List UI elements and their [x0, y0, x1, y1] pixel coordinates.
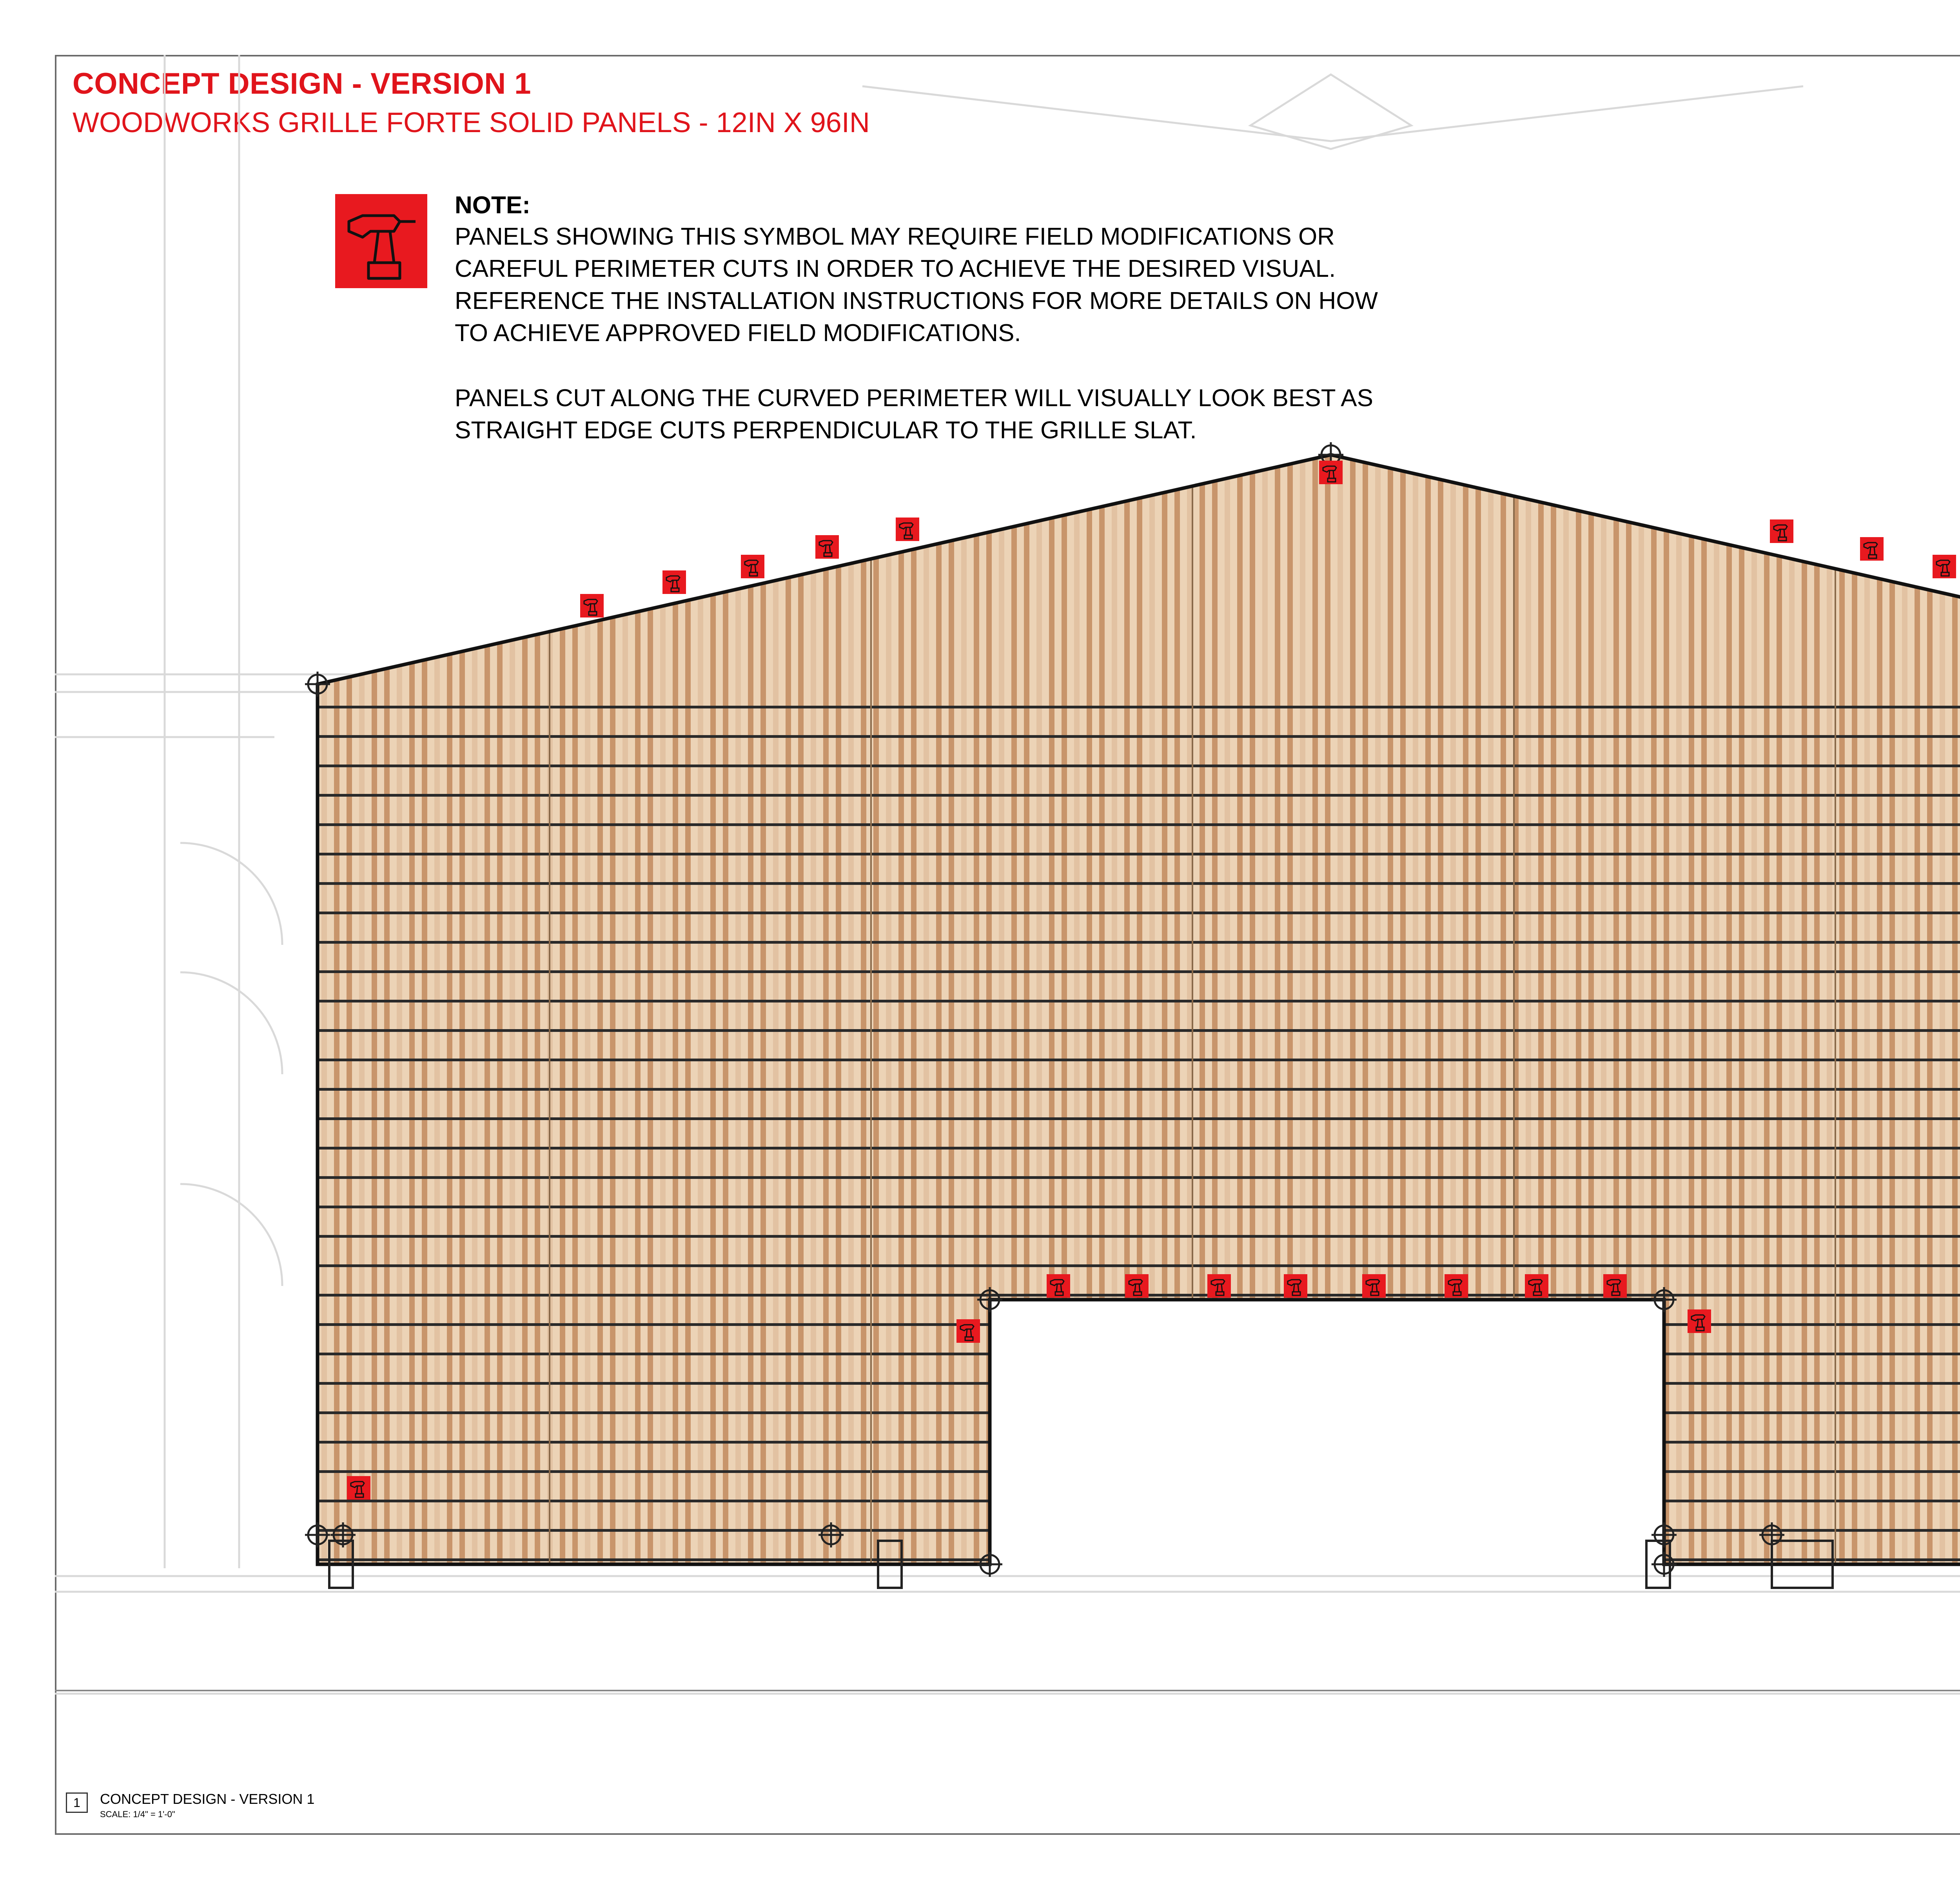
grille-slat — [1777, 451, 1782, 1568]
grille-slat — [723, 451, 728, 1568]
grille-slat — [1764, 451, 1769, 1568]
grille-slat — [1576, 451, 1581, 1568]
grille-slat — [321, 451, 327, 1568]
field-modification-symbol — [1047, 1274, 1070, 1298]
grille-slat — [1526, 451, 1531, 1568]
grille-slat — [1174, 451, 1180, 1568]
grille-slat — [735, 451, 741, 1568]
grille-slat — [911, 451, 916, 1568]
grille-slat — [898, 451, 904, 1568]
grille-slat — [1225, 451, 1230, 1568]
field-modification-symbol — [1284, 1274, 1307, 1298]
grille-rail — [314, 1470, 1960, 1473]
grille-slat — [1802, 451, 1807, 1568]
grille-slat — [522, 451, 528, 1568]
panel-seam — [1513, 451, 1515, 1568]
view-number: 1 — [66, 1792, 88, 1813]
grille-slat — [673, 451, 678, 1568]
grille-slat — [1538, 451, 1544, 1568]
field-modification-symbol — [580, 594, 604, 617]
grille-slat — [886, 451, 891, 1568]
grille-rail — [314, 1558, 1960, 1561]
grille-slat — [1400, 451, 1406, 1568]
panel-seam — [1835, 451, 1836, 1568]
grille-slat — [1187, 451, 1192, 1568]
grille-rail — [314, 1206, 1960, 1208]
field-modification-symbol — [1445, 1274, 1468, 1298]
field-modification-symbol — [1319, 461, 1343, 484]
grille-slat — [560, 451, 565, 1568]
grille-rail — [314, 1176, 1960, 1179]
note-line: PANELS CUT ALONG THE CURVED PERIMETER WILL VISUALLY LOOK BEST AS — [455, 385, 1373, 412]
view-scale: SCALE: 1/4" = 1'-0" — [100, 1809, 175, 1819]
grille-slat — [1250, 451, 1255, 1568]
grille-slat — [1438, 451, 1443, 1568]
grille-slat — [1137, 451, 1142, 1568]
grille-slat — [698, 451, 703, 1568]
grille-slat — [648, 451, 653, 1568]
grille-slat — [873, 451, 879, 1568]
grille-rail — [314, 735, 1960, 738]
field-modification-symbol — [1603, 1274, 1627, 1298]
grille-slat — [1036, 451, 1042, 1568]
field-modification-symbol — [1933, 555, 1956, 578]
grille-slat — [685, 451, 691, 1568]
grille-rail — [314, 1411, 1960, 1414]
grille-slat — [786, 451, 791, 1568]
grille-rail — [314, 912, 1960, 914]
field-modification-symbol — [956, 1319, 980, 1343]
grille-slat — [999, 451, 1004, 1568]
grille-slat — [1613, 451, 1619, 1568]
grille-slat — [1651, 451, 1657, 1568]
grille-slat — [1124, 451, 1130, 1568]
drawing-title: CONCEPT DESIGN - VERSION 1 — [73, 67, 532, 100]
grille-slat — [1425, 451, 1431, 1568]
grille-rail — [314, 1117, 1960, 1120]
field-modification-symbol — [1362, 1274, 1386, 1298]
grille-slat — [1325, 451, 1330, 1568]
grille-slat — [1714, 451, 1719, 1568]
grille-slat — [1726, 451, 1732, 1568]
grille-slat — [1463, 451, 1468, 1568]
grille-slat — [1162, 451, 1167, 1568]
field-modification-symbol — [1525, 1274, 1548, 1298]
grille-slat — [1488, 451, 1494, 1568]
grille-slat — [1350, 451, 1356, 1568]
grille-slat — [1940, 451, 1945, 1568]
grille-slat — [1363, 451, 1368, 1568]
grille-slat — [497, 451, 503, 1568]
grille-rail — [314, 853, 1960, 855]
grille-slat — [585, 451, 590, 1568]
grille-slat — [1450, 451, 1456, 1568]
field-modification-symbol — [1207, 1274, 1231, 1298]
grille-slat — [660, 451, 666, 1568]
grille-slat — [334, 451, 339, 1568]
grille-rail — [314, 1000, 1960, 1002]
grille-rail — [314, 794, 1960, 797]
grille-rail — [314, 823, 1960, 826]
grille-slat — [1551, 451, 1556, 1568]
field-modification-symbol — [1688, 1309, 1711, 1333]
grille-slat — [1789, 451, 1795, 1568]
grille-slat — [1049, 451, 1054, 1568]
grille-slat — [1852, 451, 1857, 1568]
grille-slat — [622, 451, 628, 1568]
grille-slat — [1024, 451, 1029, 1568]
grille-slat — [409, 451, 415, 1568]
grille-slat — [1877, 451, 1882, 1568]
grille-slat — [635, 451, 641, 1568]
panel-seam — [549, 451, 550, 1568]
grille-slat — [572, 451, 578, 1568]
grille-slat — [974, 451, 979, 1568]
grille-slat — [485, 451, 490, 1568]
grille-rail — [314, 1529, 1960, 1532]
grille-slat — [823, 451, 829, 1568]
grille-rail — [314, 706, 1960, 708]
view-title: CONCEPT DESIGN - VERSION 1 — [100, 1791, 315, 1807]
grille-slat — [535, 451, 540, 1568]
grille-slat — [748, 451, 753, 1568]
grille-slat — [1626, 451, 1632, 1568]
note-line: CAREFUL PERIMETER CUTS IN ORDER TO ACHIEVE THE DESIRED VISUAL. — [455, 255, 1336, 282]
field-modification-symbol — [1860, 537, 1884, 561]
grille-rail — [314, 1441, 1960, 1444]
grille-slat — [359, 451, 365, 1568]
grille-slat — [372, 451, 377, 1568]
grille-slat — [422, 451, 427, 1568]
grille-slat — [1902, 451, 1907, 1568]
grille-slat — [1375, 451, 1381, 1568]
grille-slat — [1300, 451, 1305, 1568]
grille-slat — [1701, 451, 1707, 1568]
grille-slat — [1099, 451, 1105, 1568]
grille-slat — [1915, 451, 1920, 1568]
grille-rail — [314, 970, 1960, 973]
grille-slat — [1062, 451, 1067, 1568]
grille-slat — [1689, 451, 1694, 1568]
grille-rail — [314, 1382, 1960, 1385]
field-modification-symbol — [741, 555, 764, 578]
grille-slat — [1200, 451, 1205, 1568]
grille-slat — [510, 451, 515, 1568]
grille-slat — [1588, 451, 1594, 1568]
grille-slat — [773, 451, 779, 1568]
grille-slat — [1287, 451, 1293, 1568]
grille-slat — [397, 451, 402, 1568]
grille-slat — [798, 451, 804, 1568]
grille-slat — [447, 451, 452, 1568]
grille-slat — [760, 451, 766, 1568]
grille-rail — [314, 1500, 1960, 1502]
grille-slat — [1751, 451, 1757, 1568]
grille-slat — [848, 451, 854, 1568]
field-modification-symbol — [815, 535, 839, 559]
grille-slat — [710, 451, 716, 1568]
grille-slat — [1388, 451, 1393, 1568]
grille-rail — [314, 1147, 1960, 1150]
grille-slat — [1927, 451, 1933, 1568]
note-line: TO ACHIEVE APPROVED FIELD MODIFICATIONS. — [455, 320, 1021, 347]
grille-slat — [1413, 451, 1418, 1568]
note-line: PANELS SHOWING THIS SYMBOL MAY REQUIRE FIELD MODIFICATIONS OR — [455, 223, 1335, 250]
grille-slat — [1864, 451, 1870, 1568]
grille-rail — [314, 1323, 1960, 1326]
grille-rail — [314, 1029, 1960, 1032]
grille-slat — [836, 451, 841, 1568]
grille-slat — [1952, 451, 1958, 1568]
drawing-subtitle: WOODWORKS GRILLE FORTE SOLID PANELS - 12IN X 96IN — [73, 107, 870, 138]
grille-rail — [314, 765, 1960, 767]
field-modification-symbol — [662, 570, 686, 594]
grille-slat — [1074, 451, 1080, 1568]
grille-slat — [459, 451, 465, 1568]
field-modification-symbol — [1125, 1274, 1149, 1298]
grille-slat — [1262, 451, 1268, 1568]
grille-slat — [472, 451, 477, 1568]
note-line: STRAIGHT EDGE CUTS PERPENDICULAR TO THE GRILLE SLAT. — [455, 417, 1197, 444]
grille-slat — [924, 451, 929, 1568]
grille-rail — [314, 1353, 1960, 1355]
grille-slat — [1827, 451, 1832, 1568]
grille-slat — [1312, 451, 1318, 1568]
grille-slat — [1563, 451, 1569, 1568]
field-modification-symbol — [896, 518, 919, 541]
grille-slat — [949, 451, 954, 1568]
note-line: REFERENCE THE INSTALLATION INSTRUCTIONS FOR MORE DETAILS ON HOW — [455, 287, 1378, 314]
grille-rail — [314, 882, 1960, 885]
grille-slat — [434, 451, 440, 1568]
grille-rail — [314, 1264, 1960, 1267]
grille-slat — [1475, 451, 1481, 1568]
grille-slat — [1501, 451, 1506, 1568]
grille-rail — [314, 1059, 1960, 1061]
grille-slat — [1676, 451, 1682, 1568]
grille-slat — [1112, 451, 1117, 1568]
grille-slat — [1275, 451, 1280, 1568]
grille-slat — [861, 451, 866, 1568]
grille-slat — [1237, 451, 1243, 1568]
grille-slat — [1149, 451, 1155, 1568]
field-modification-symbol — [1770, 519, 1793, 543]
grille-slat — [936, 451, 942, 1568]
grille-rail — [314, 1235, 1960, 1238]
grille-slat — [384, 451, 390, 1568]
grille-rail — [314, 941, 1960, 944]
panel-seam — [1192, 451, 1193, 1568]
grille-slat — [1814, 451, 1820, 1568]
grille-slat — [1087, 451, 1092, 1568]
grille-slat — [961, 451, 967, 1568]
grille-rail — [314, 1088, 1960, 1091]
panel-seam — [870, 451, 872, 1568]
grille-slat — [1839, 451, 1845, 1568]
grille-slat — [1011, 451, 1017, 1568]
grille-slat — [1889, 451, 1895, 1568]
grille-slat — [1601, 451, 1606, 1568]
grille-slat — [1338, 451, 1343, 1568]
field-modification-symbol — [347, 1476, 370, 1500]
grille-slat — [1739, 451, 1744, 1568]
note-heading: NOTE: — [455, 192, 530, 219]
grille-slat — [347, 451, 352, 1568]
grille-slat — [1639, 451, 1644, 1568]
grille-slat — [1212, 451, 1218, 1568]
grille-slat — [811, 451, 816, 1568]
